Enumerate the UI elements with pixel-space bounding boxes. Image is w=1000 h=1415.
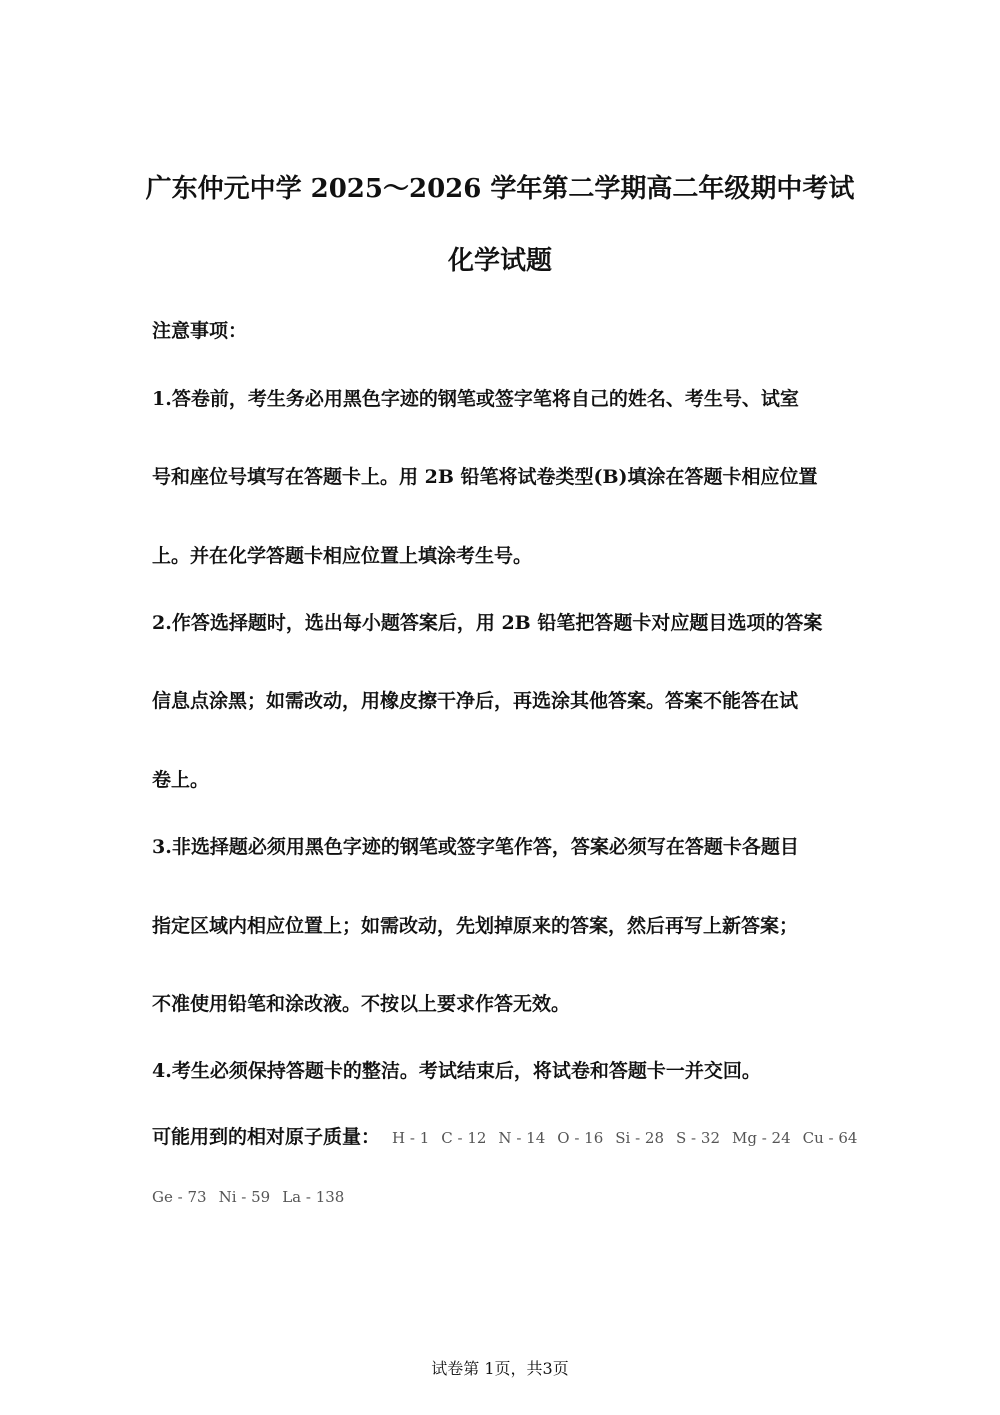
notice-line-7: 3.非选择题必须用黑色字迹的钢笔或签字笔作答，答案必须写在答题卡各题目 [152, 836, 799, 858]
atomic-mass-mg: Mg - 24 [731, 1129, 791, 1147]
notice-line-8: 指定区域内相应位置上；如需改动，先划掉原来的答案，然后再写上新答案； [152, 915, 799, 937]
notice-line-3: 上。并在化学答题卡相应位置上填涂考生号。 [152, 545, 533, 567]
atomic-mass-si: Si - 28 [615, 1129, 665, 1147]
notice-line-5: 信息点涂黑；如需改动，用橡皮擦干净后，再选涂其他答案。答案不能答在试 [152, 690, 799, 712]
atomic-masses-label: 可能用到的相对原子质量： [152, 1126, 381, 1148]
atomic-mass-n: N - 14 [498, 1129, 546, 1147]
notice-line-10: 4.考生必须保持答题卡的整洁。考试结束后，将试卷和答题卡一并交回。 [152, 1060, 761, 1082]
atomic-mass-o: O - 16 [557, 1129, 604, 1147]
notice-line-2: 号和座位号填写在答题卡上。用 2B 铅笔将试卷类型(B)填涂在答题卡相应位置 [152, 466, 818, 488]
notice-line-6: 卷上。 [152, 769, 210, 791]
atomic-mass-s: S - 32 [676, 1129, 720, 1147]
atomic-mass-ge: Ge - 73 [152, 1188, 207, 1206]
page-footer: 试卷第 1页，共3页 [431, 1359, 569, 1378]
notice-heading: 注意事项： [152, 320, 248, 342]
atomic-mass-h: H - 1 [392, 1129, 430, 1147]
exam-title: 广东仲元中学 2025～2026 学年第二学期高二年级期中考试 [145, 174, 855, 204]
exam-subject-title: 化学试题 [447, 246, 552, 276]
atomic-mass-la: La - 138 [282, 1188, 345, 1206]
atomic-mass-ni: Ni - 59 [218, 1188, 271, 1206]
notice-line-9: 不准使用铅笔和涂改液。不按以上要求作答无效。 [152, 993, 571, 1015]
atomic-masses-row-1 [152, 1122, 857, 1149]
notice-line-1: 1.答卷前，考生务必用黑色字迹的钢笔或签字笔将自己的姓名、考生号、试室 [152, 388, 799, 410]
notice-line-4: 2.作答选择题时，选出每小题答案后，用 2B 铅笔把答题卡对应题目选项的答案 [152, 612, 823, 634]
atomic-masses-row-2 [152, 1188, 344, 1206]
atomic-mass-c: C - 12 [441, 1129, 487, 1147]
atomic-mass-cu: Cu - 64 [802, 1129, 858, 1147]
